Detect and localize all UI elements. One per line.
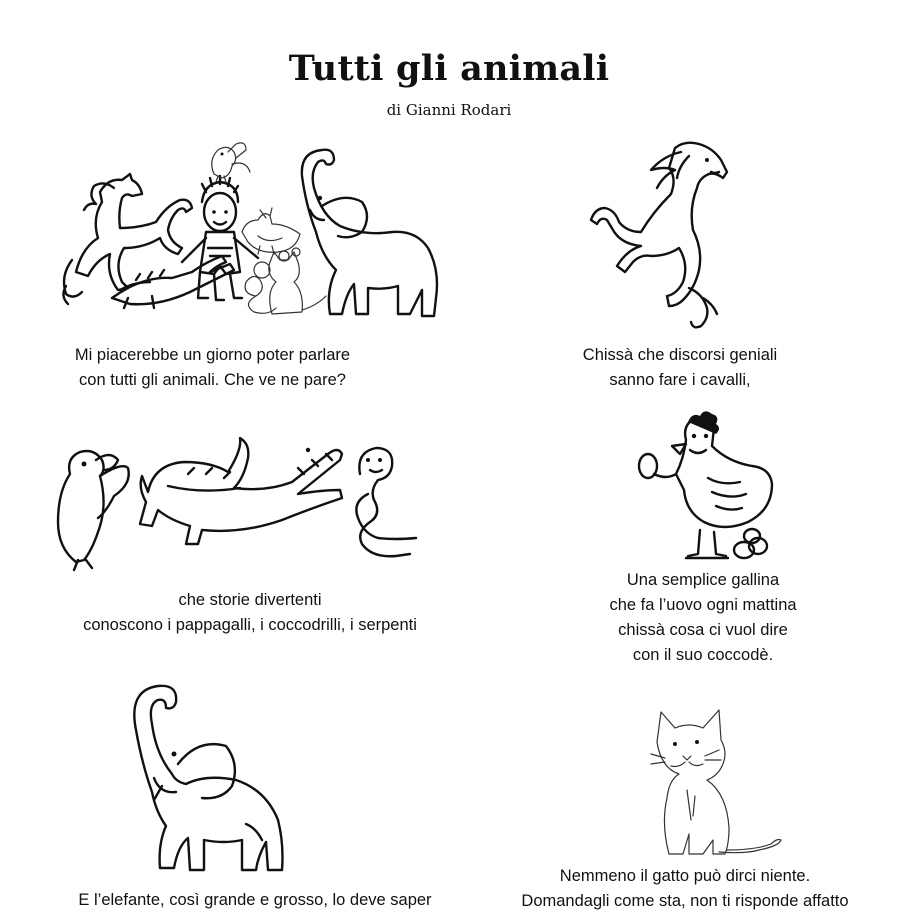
small-hen-icon <box>242 208 300 254</box>
elephant-icon <box>302 150 437 316</box>
small-horse-icon <box>63 174 192 304</box>
stanza-line: che fa l’uovo ogni mattina <box>609 596 797 614</box>
snake-icon <box>356 448 416 556</box>
stanza-line: Chissà che discorsi geniali <box>582 346 778 364</box>
small-snake-icon <box>245 262 276 313</box>
stanza-line: Domandagli come sta, non ti risponde affatto <box>521 892 849 910</box>
stanza-line: che storie divertenti <box>178 591 322 609</box>
elephant-illustration <box>118 682 296 878</box>
small-cat-icon <box>269 248 326 314</box>
stanza-3 <box>40 588 460 638</box>
cat-illustration <box>645 706 785 856</box>
stanza-line: Mi piacerebbe un giorno poter parlare <box>74 346 351 364</box>
parrot-crocodile-snake-illustration <box>50 438 425 574</box>
poem-title: Tutti gli animali <box>288 48 610 89</box>
stanza-4 <box>553 568 853 668</box>
crocodile-icon <box>140 438 342 544</box>
small-parrot-icon <box>212 143 250 182</box>
stanza-line: Nemmeno il gatto può dirci niente. <box>559 867 811 885</box>
stanza-line: chissà cosa ci vuol dire <box>618 621 788 639</box>
stanza-line: Una semplice gallina <box>626 571 780 589</box>
parrot-icon <box>58 451 129 570</box>
stanza-2 <box>530 343 830 393</box>
rearing-horse-illustration <box>605 138 745 330</box>
stanza-5 <box>45 888 465 913</box>
stanza-1 <box>30 343 395 393</box>
stanza-line: E l’elefante, così grande e grosso, lo deve saper <box>78 891 432 909</box>
stanza-line: con il suo coccodè. <box>632 646 774 664</box>
stanza-line: sanno fare i cavalli, <box>609 371 751 389</box>
stanza-line: conoscono i pappagalli, i coccodrilli, i serpenti <box>83 616 417 634</box>
stanza-line: con tutti gli animali. Che ve ne pare? <box>79 371 346 389</box>
hen-with-eggs-illustration <box>632 412 772 570</box>
animals-group-illustration <box>52 140 417 320</box>
poem-author: di Gianni Rodari <box>386 101 512 119</box>
stanza-6 <box>480 864 890 914</box>
